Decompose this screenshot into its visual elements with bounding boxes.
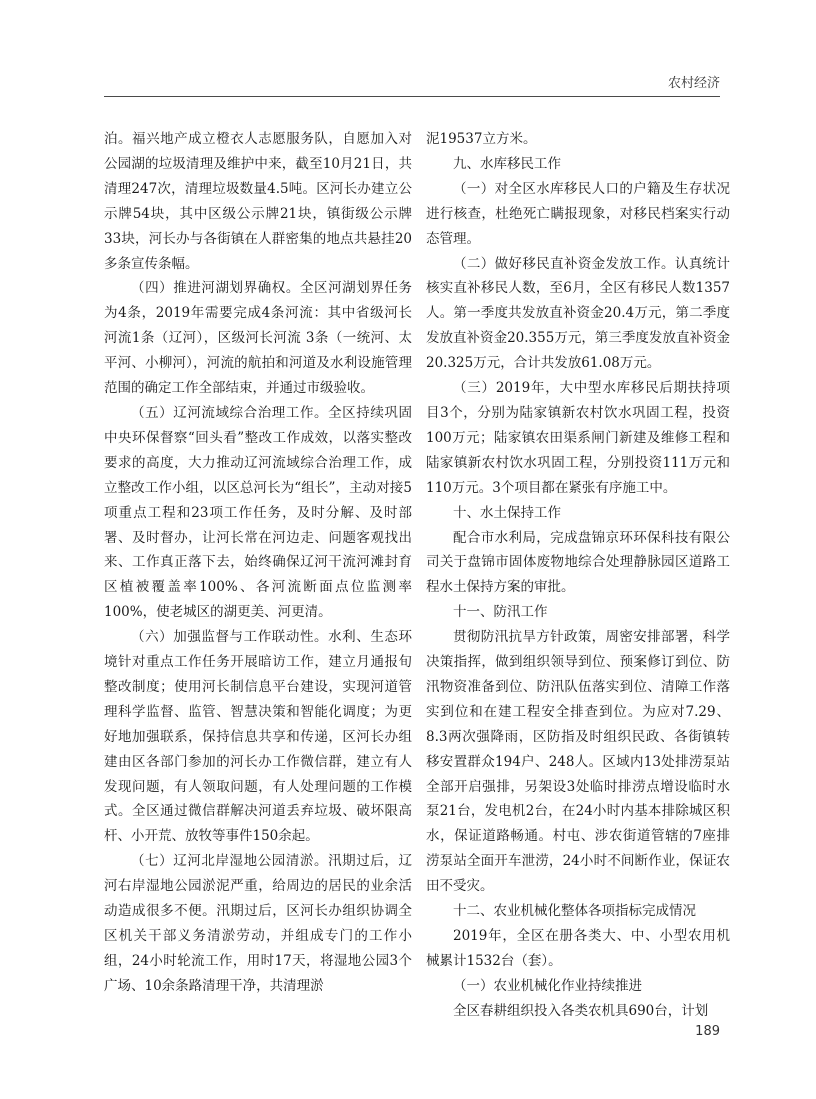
section-heading-reservoir-resettlement: 九、水库移民工作: [453, 155, 561, 172]
paragraph-river-cleanup-continued: 泊。福兴地产成立橙衣人志愿服务队，自愿加入对公园湖的垃圾清理及维护中来，截至10月21日，共清理247次，清理垃圾数量4.5吨。区河长办建立公示牌54块，其中区级公示牌21块，镇街级公示牌33块，河长办与各街镇在人群密集的地点共悬挂20多条宣传条幅。: [104, 131, 412, 272]
paragraph-soil-conservation: 配合市水利局，完成盘锦京环环保科技有限公司关于盘锦市固体废物地综合处理静脉园区道路工程水土保持方案的审批。: [426, 529, 730, 596]
right-column: [426, 127, 730, 1024]
paragraph-flood-control: 贯彻防汛抗旱方针政策，周密安排部署，科学决策指挥，做到组织领导到位、预案修订到位、防汛物资准备到位、防汛队伍落实到位、清障工作落实到位和在建工程安全排查到位。为应对7.29、8.3两次强降雨，区防指及时组织民政、各街镇转移安置群众194户、248人。区域内13处排涝泵站全部开启强排，另架设3处临时排涝点增设临时水泵21台，发电机2台，在24小时内基本排除城区积水，保证道路畅通。村屯、涉农街道管辖的7座排涝泵站全面开车泄涝，24小时不间断作业，保证农田不受灾。: [426, 629, 730, 895]
paragraph-resettlement-projects: （三）2019年，大中型水库移民后期扶持项目3个，分别为陆家镇新农村饮水巩固工程，投资100万元；陆家镇农田渠系闸门新建及维修工程和陆家镇新农村饮水巩固工程，分别投资111万元和110万元。3个项目都在紧张有序施工中。: [426, 380, 730, 496]
page-number: 189: [695, 1024, 720, 1039]
header-rule: [104, 96, 720, 97]
paragraph-supervision-linkage: （六）加强监督与工作联动性。水利、生态环境针对重点工作任务开展暗访工作，建立月通报旬整改制度；使用河长制信息平台建设，实现河道管理科学监督、监管、智慧决策和智能化调度；为更好地加强联系，保持信息共享和传递，区河长办组建由区各部门参加的河长办工作微信群，建立有人发现问题，有人领取问题，有人处理问题的工作模式。全区通过微信群解决河道丢弃垃圾、破坏限高杆、小开荒、放牧等事件150余起。: [104, 629, 412, 845]
running-header-title: 农村经济: [667, 76, 720, 91]
paragraph-resettlement-household-check: （一）对全区水库移民人口的户籍及生存状况进行核查，杜绝死亡瞒报现象，对移民档案实行动态管理。: [426, 180, 730, 247]
paragraph-wetland-dredging: （七）辽河北岸湿地公园清淤。汛期过后，辽河右岸湿地公园淤泥严重，给周边的居民的业余活动造成很多不便。汛期过后，区河长办组织协调全区机关干部义务清淤劳动，并组成专门的工作小组，24小时轮流工作，用时17天，将湿地公园3个广场、10余条路清理干净，共清理淤: [104, 853, 412, 994]
paragraph-dredging-volume: 泥19537立方米。: [426, 131, 537, 147]
subheading-mechanized-operations: （一）农业机械化作业持续推进: [453, 977, 642, 994]
paragraph-river-demarcation: （四）推进河湖划界确权。全区河湖划界任务为4条，2019年需要完成4条河流：其中省级河长河流1条（辽河），区级河长河流 3条（一统河、太平河、小柳河），河流的航拍和河道及水利设施管理范围的确定工作全部结束，并通过市级验收。: [104, 280, 412, 397]
section-heading-flood-control: 十一、防汛工作: [453, 604, 548, 621]
paragraph-machinery-count: 2019年，全区在册各类大、中、小型农用机械累计1532台（套）。: [426, 928, 730, 969]
paragraph-resettlement-subsidy: （二）做好移民直补资金发放工作。认真统计核实直补移民人数，至6月，全区有移民人数1357人。第一季度共发放直补资金20.4万元，第二季度发放直补资金20.355万元，第三季度发放直补资金20.325万元，合计共发放61.08万元。: [426, 255, 730, 372]
paragraph-spring-ploughing: 全区春耕组织投入各类农机具690台，计划: [453, 1002, 709, 1019]
section-heading-soil-conservation: 十、水土保持工作: [453, 504, 561, 521]
paragraph-liaohe-governance: （五）辽河流域综合治理工作。全区持续巩固中央环保督察“回头看”整改工作成效，以落实整改要求的高度，大力推动辽河流域综合治理工作，成立整改工作小组，以区总河长为“组长”，主动对接5项重点工程和23项工作任务，及时分解、及时部署、及时督办，让河长常在河边走、问题客观找出来、工作真正落下去，始终确保辽河干流河滩封育区植被覆盖率100%、各河流断面点位监测率100%，使老城区的湖更美、河更清。: [104, 404, 412, 621]
left-column: [104, 127, 412, 999]
section-heading-agri-mechanization: 十二、农业机械化整体各项指标完成情况: [453, 903, 696, 920]
